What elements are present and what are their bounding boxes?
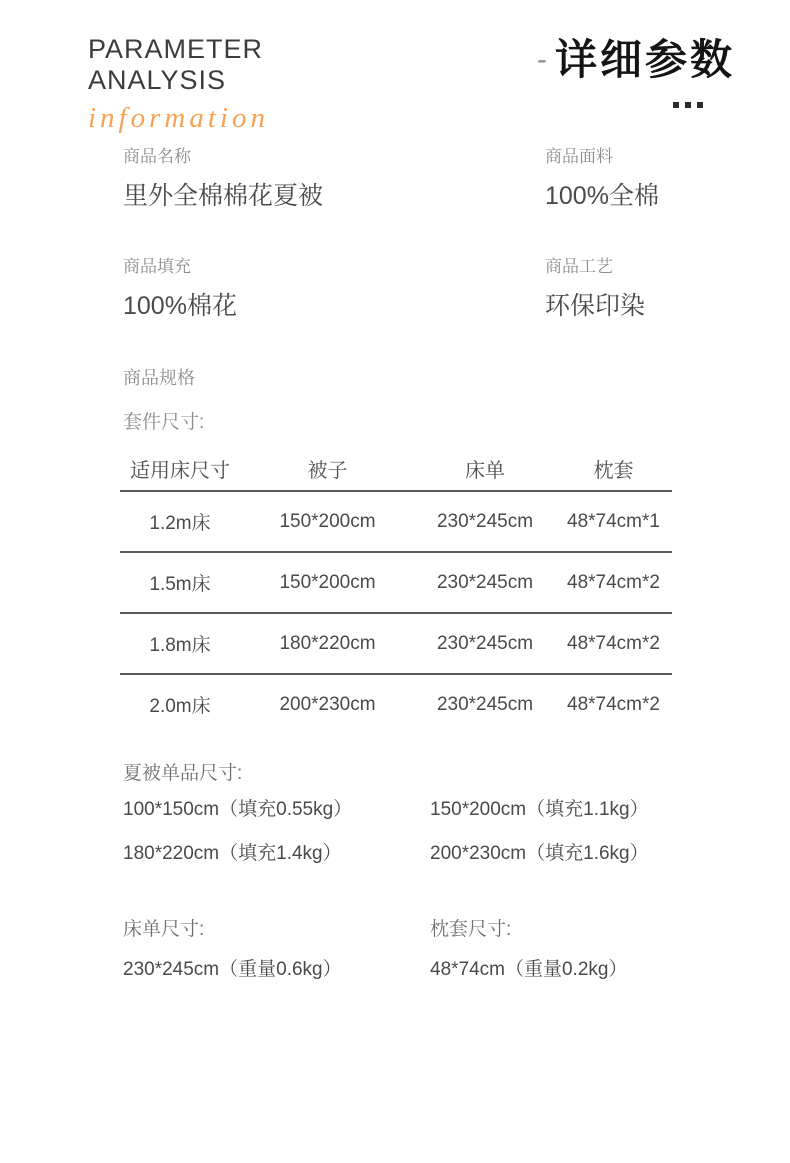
cell-pillowcase-size: 48*74cm*1 bbox=[567, 510, 660, 532]
field-fabric bbox=[545, 147, 690, 212]
title-block bbox=[537, 34, 735, 108]
cell-quilt-size: 150*200cm bbox=[279, 571, 376, 593]
dot-icon bbox=[673, 102, 679, 108]
ellipsis-dots-icon bbox=[537, 102, 703, 108]
field-label: 商品面料 bbox=[545, 147, 613, 166]
table-row bbox=[120, 673, 672, 734]
sheet-size-block bbox=[123, 919, 430, 981]
quilt-single-sizes bbox=[123, 798, 730, 865]
col-header-quilt: 被子 bbox=[307, 460, 348, 482]
brand-line-1: PARAMETER bbox=[88, 34, 264, 64]
quilt-single-size-label: 夏被单品尺寸: bbox=[123, 763, 243, 784]
cell-sheet-size: 230*245cm bbox=[436, 632, 534, 654]
cell-sheet-size: 230*245cm bbox=[436, 571, 534, 593]
table-header-row bbox=[120, 447, 672, 490]
field-value: 100%棉花 bbox=[123, 292, 237, 320]
cell-pillowcase-size: 48*74cm*2 bbox=[567, 571, 660, 593]
brand-line-2: ANALYSIS bbox=[88, 65, 227, 95]
pillow-size-label: 枕套尺寸: bbox=[430, 919, 512, 940]
field-craft bbox=[545, 257, 690, 322]
sheet-size-label: 床单尺寸: bbox=[123, 919, 205, 940]
cell-sheet-size: 230*245cm bbox=[436, 693, 534, 715]
quilt-size-item: 100*150cm（填充0.55kg） bbox=[123, 799, 353, 820]
cell-bed-size: 1.8m床 bbox=[149, 635, 211, 656]
page-title: 详细参数 bbox=[554, 36, 735, 83]
field-value: 环保印染 bbox=[545, 292, 646, 320]
field-label: 商品工艺 bbox=[545, 257, 613, 276]
field-value: 里外全棉棉花夏被 bbox=[123, 182, 324, 210]
title-row bbox=[537, 34, 735, 86]
sheet-pillow-section bbox=[123, 919, 730, 981]
set-size-table bbox=[120, 447, 672, 734]
field-label: 商品填充 bbox=[123, 257, 191, 276]
field-value: 100%全棉 bbox=[545, 182, 659, 210]
cell-quilt-size: 180*220cm bbox=[279, 632, 376, 654]
table-row bbox=[120, 551, 672, 612]
sheet-size-value: 230*245cm（重量0.6kg） bbox=[123, 959, 342, 980]
cell-pillowcase-size: 48*74cm*2 bbox=[567, 632, 660, 654]
cell-bed-size: 1.5m床 bbox=[149, 574, 211, 595]
pillow-size-value: 48*74cm（重量0.2kg） bbox=[430, 959, 628, 980]
cell-bed-size: 2.0m床 bbox=[149, 696, 211, 717]
pillow-size-block bbox=[430, 919, 730, 981]
col-header-bed-size: 适用床尺寸 bbox=[130, 460, 230, 482]
table-row bbox=[120, 490, 672, 551]
brand-script-text: information bbox=[88, 102, 269, 134]
dot-icon bbox=[697, 102, 703, 108]
dot-icon bbox=[685, 102, 691, 108]
brand-block bbox=[88, 34, 269, 134]
col-header-sheet: 床单 bbox=[465, 460, 505, 482]
cell-sheet-size: 230*245cm bbox=[436, 510, 534, 532]
quilt-size-item: 180*220cm（填充1.4kg） bbox=[123, 843, 342, 864]
col-header-pillowcase: 枕套 bbox=[593, 460, 634, 482]
product-fields bbox=[123, 147, 690, 322]
specs-section-label: 商品规格 bbox=[123, 368, 195, 388]
cell-quilt-size: 200*230cm bbox=[279, 693, 376, 715]
cell-pillowcase-size: 48*74cm*2 bbox=[567, 693, 660, 715]
page-header bbox=[88, 34, 735, 134]
field-filling bbox=[123, 257, 545, 322]
quilt-size-item: 150*200cm（填充1.1kg） bbox=[430, 799, 649, 820]
cell-quilt-size: 150*200cm bbox=[279, 510, 376, 532]
field-product-name bbox=[123, 147, 545, 212]
cell-bed-size: 1.2m床 bbox=[149, 513, 211, 534]
table-row bbox=[120, 612, 672, 673]
set-size-label: 套件尺寸: bbox=[123, 412, 205, 433]
title-dash: - bbox=[536, 43, 547, 76]
field-label: 商品名称 bbox=[123, 147, 191, 166]
quilt-size-item: 200*230cm（填充1.6kg） bbox=[430, 843, 649, 864]
